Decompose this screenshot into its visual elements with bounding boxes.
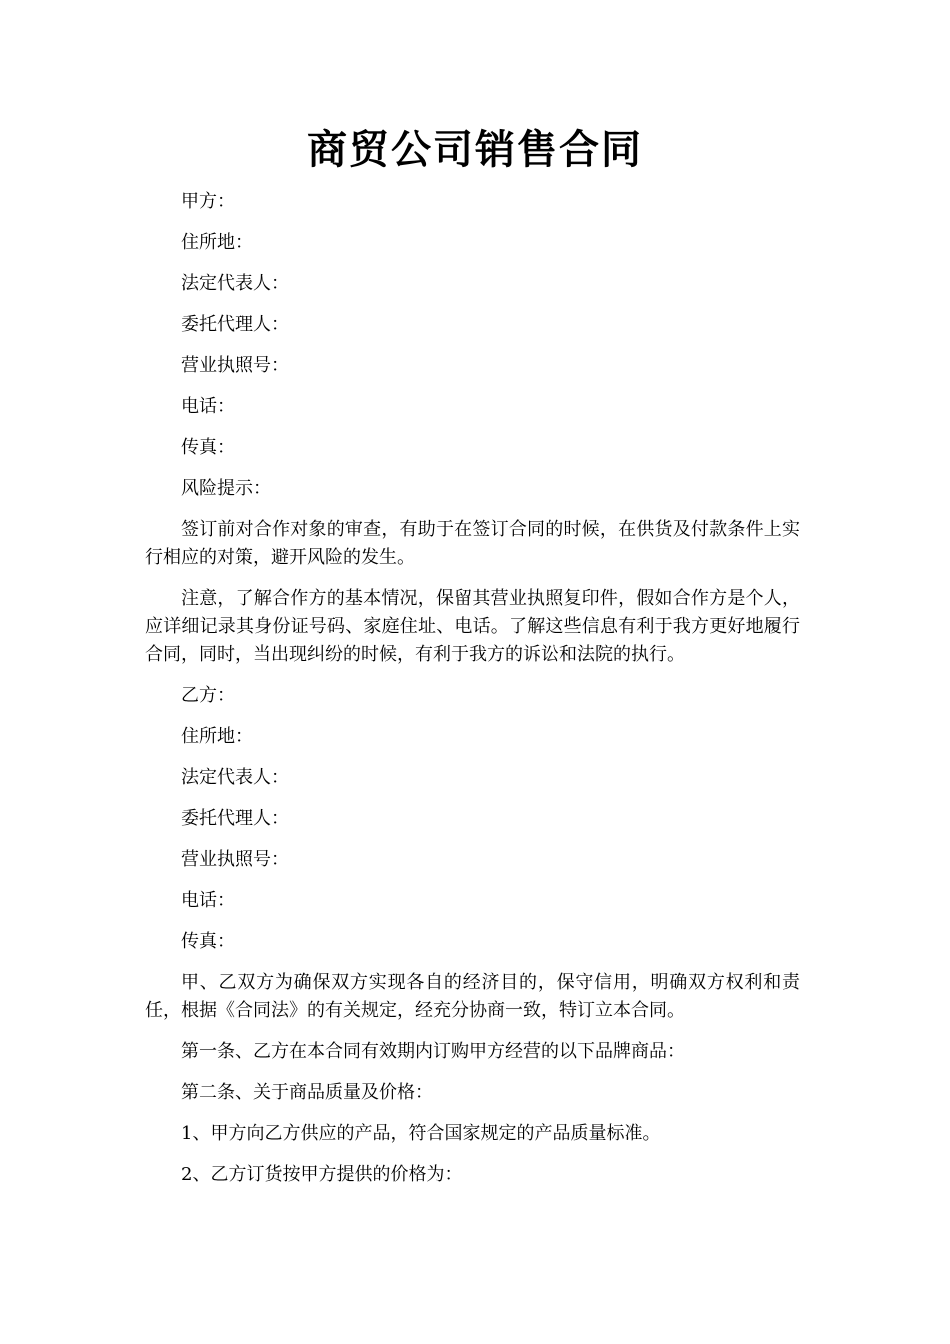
risk-warning-heading: 风险提示： [181,478,271,499]
party-a-business-license: 营业执照号： [181,355,289,376]
article-2-clause-1: 1、甲方向乙方供应的产品，符合国家规定的产品质量标准。 [181,1123,661,1144]
party-b-phone: 电话： [181,890,235,911]
notice-paragraph: 注意，了解合作方的基本情况，保留其营业执照复印件，假如合作方是个人，应详细记录其身份证号码、家庭住址、电话。了解这些信息有利于我方更好地履行合同，同时，当出现纠纷的时候，有利于我方的诉讼和法院的执行。 [145,588,800,665]
party-b-legal-representative: 法定代表人： [181,767,289,788]
party-a-fax: 传真： [181,437,235,458]
party-a-phone: 电话： [181,396,235,417]
risk-warning-paragraph: 签订前对合作对象的审查，有助于在签订合同的时候，在供货及付款条件上实行相应的对策，避开风险的发生。 [145,519,800,568]
party-a-address: 住所地： [181,232,253,253]
article-2-heading: 第二条、关于商品质量及价格： [181,1082,433,1103]
party-b-business-license: 营业执照号： [181,849,289,870]
party-b-agent: 委托代理人： [181,808,289,829]
party-b-label: 乙方： [181,685,235,706]
article-1: 第一条、乙方在本合同有效期内订购甲方经营的以下品牌商品： [181,1041,685,1062]
party-a-label: 甲方： [181,191,235,212]
document-body [145,188,800,1202]
party-b-fax: 传真： [181,931,235,952]
party-b-address: 住所地： [181,726,253,747]
document-title: 商贸公司销售合同 [307,126,643,173]
preamble-paragraph: 甲、乙双方为确保双方实现各自的经济目的，保守信用，明确双方权利和责任，根据《合同法》的有关规定，经充分协商一致，特订立本合同。 [145,972,800,1021]
party-a-agent: 委托代理人： [181,314,289,335]
article-2-clause-2: 2、乙方订货按甲方提供的价格为： [181,1164,463,1185]
party-a-legal-representative: 法定代表人： [181,273,289,294]
